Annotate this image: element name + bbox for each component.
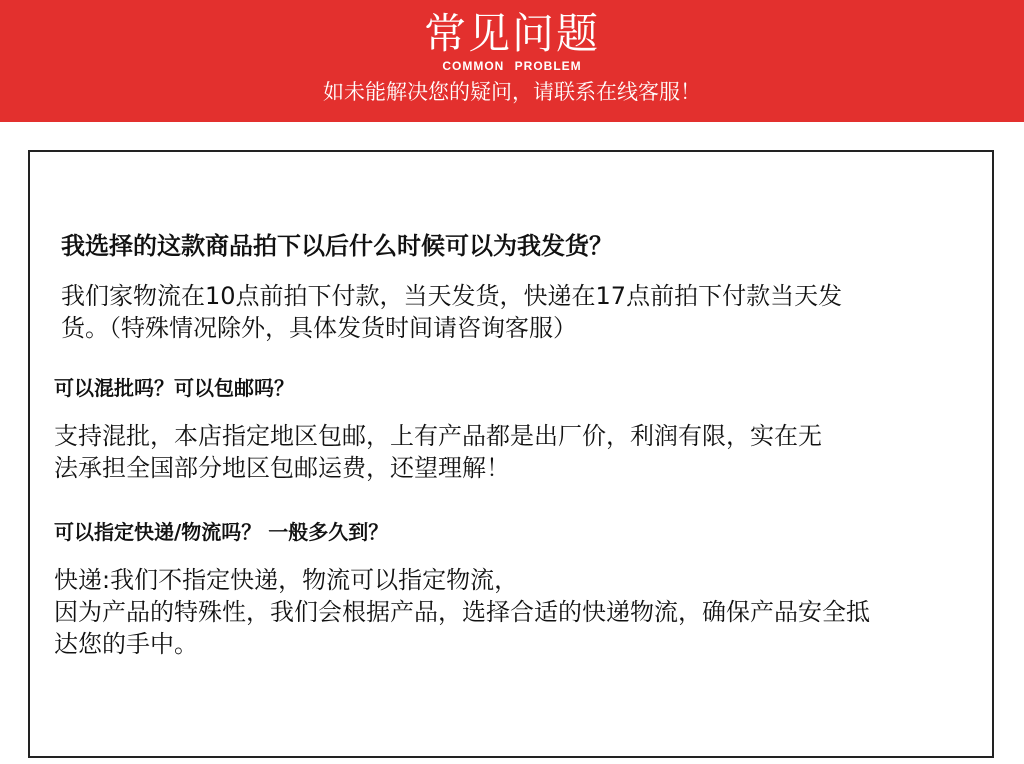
answer-line: 支持混批，本店指定地区包邮，上有产品都是出厂价，利润有限，实在无 [54,422,822,450]
answer-line: 我们家物流在10点前拍下付款，当天发货，快递在17点前拍下付款当天发 [61,282,843,310]
faq-question-shipping-time: 我选择的这款商品拍下以后什么时候可以为我发货？ [61,232,613,260]
answer-line: 快递:我们不指定快递，物流可以指定物流， [54,566,519,594]
answer-line: 货。（特殊情况除外，具体发货时间请咨询客服） [61,314,577,342]
banner-subtitle: COMMON PROBLEM [442,59,582,73]
faq-answer-shipping-time [61,280,981,344]
faq-panel [28,150,994,758]
faq-question-courier: 可以指定快递/物流吗？ 一般多久到？ [54,520,389,544]
faq-question-mixed-batch: 可以混批吗？可以包邮吗？ [54,376,294,400]
faq-answer-courier [54,564,974,660]
answer-line: 法承担全国部分地区包邮运费，还望理解！ [54,454,510,482]
banner-title: 常见问题 [423,9,600,58]
answer-line: 因为产品的特殊性，我们会根据产品，选择合适的快递物流，确保产品安全抵 [54,598,870,626]
banner-note: 如未能解决您的疑问，请联系在线客服！ [323,80,701,104]
header-banner [0,0,1024,122]
faq-answer-mixed-batch [54,420,974,484]
answer-line: 达您的手中。 [54,630,198,658]
